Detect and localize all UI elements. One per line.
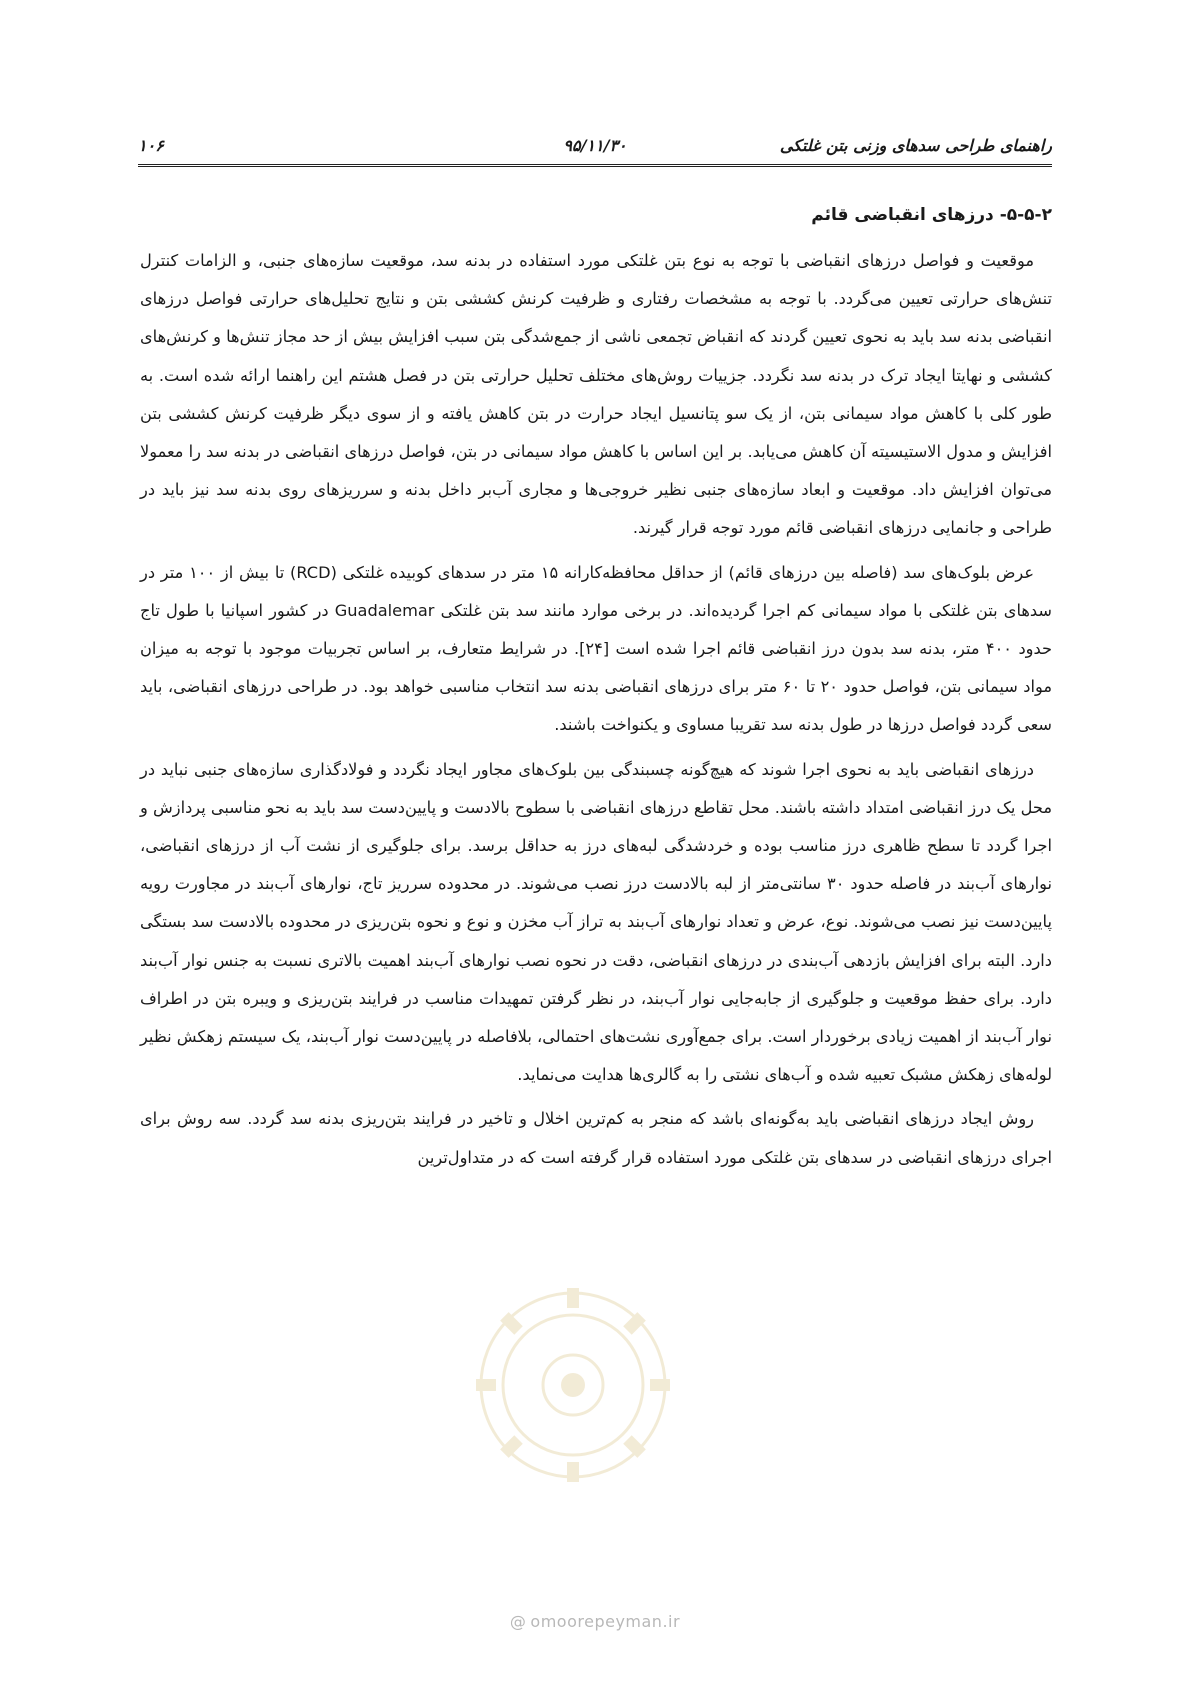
paragraph: موقعیت و فواصل درزهای انقباضی با توجه به نوع بتن غلتکی مورد استفاده در بدنه سد، موقعیت سازه‌های جنبی، و الزامات کنترل تنش‌های حرارتی تعیین می‌گردد. با توجه به مشخصات رفتاری و ظرفیت کرنش کششی بتن و نتایج تحلیل‌های حرارتی فواصل درزهای انقباضی بدنه سد باید به نحوی تعیین گردند که انقباض تجمعی ناشی از جمع‌شدگی بتن سبب افزایش بیش از حد مجاز تنش‌ها و کرنش‌های کششی و نهایتا ایجاد ترک در بدنه سد نگردد. جزییات روش‌های مختلف تحلیل حرارتی بتن در فصل هشتم این راهنما ارائه شده است. به طور کلی با کاهش مواد سیمانی بتن، از یک سو پتانسیل ایجاد حرارت در بتن کاهش یافته و از سوی دیگر ظرفیت کرنش کششی بتن افزایش و مدول الاستیسیته آن کاهش می‌یابد. بر این اساس با کاهش مواد سیمانی در بتن، فواصل درزهای انقباضی در بدنه سد را معمولا می‌توان افزایش داد. موقعیت و ابعاد سازه‌های جنبی نظیر خروجی‌ها و مجاری آب‌بر داخل بدنه و سرریزهای روی بدنه سد نیز باید در طراحی و جانمایی درزهای انقباضی قائم مورد توجه قرار گیرند. [140,251,1052,538]
paragraph: درزهای انقباضی باید به نحوی اجرا شوند که هیچ‌گونه چسبندگی بین بلوک‌های مجاور ایجاد نگردد و فولادگذاری سازه‌های جنبی نباید در محل یک درز انقباضی امتداد داشته باشند. محل تقاطع درزهای انقباضی با سطوح بالادست و پایین‌دست سد باید به نحو مناسبی پردازش و اجرا گردد تا سطح ظاهری درز مناسب بوده و خردشدگی لبه‌های درز به حداقل برسد. برای جلوگیری از نشت آب از درزهای انقباضی، نوارهای آب‌بند در فاصله حدود ۳۰ سانتی‌متر از لبه بالادست درز نصب می‌شوند. در محدوده سرریز تاج، نوارهای آب‌بند در مجاورت رویه پایین‌دست نیز نصب می‌شوند. نوع، عرض و تعداد نوارهای آب‌بند به تراز آب مخزن و نوع و نحوه بتن‌ریزی در محدوده بالادست سد بستگی دارد. البته برای افزایش بازدهی آب‌بندی در درزهای انقباضی، دقت در نحوه نصب نوارهای آب‌بند اهمیت بالاتری نسبت به جنس نوار آب‌بند دارد. برای حفظ موقعیت و جلوگیری از جابه‌جایی نوار آب‌بند، در نظر گرفتن تمهیدات مناسب در فرایند بتن‌ریزی و ویبره بتن در اطراف نوار آب‌بند از اهمیت زیادی برخوردار است. برای جمع‌آوری نشت‌های احتمالی، بلافاصله در پایین‌دست نوار آب‌بند، یک سیستم زهکش نظیر لوله‌های زهکش مشبک تعبیه شده و آب‌های نشتی را به گالری‌ها هدایت می‌نماید. [140,759,1052,1085]
book-title: راهنمای طراحی سدهای وزنی بتن غلتکی [779,136,1052,155]
at-icon: @ [509,1612,527,1631]
gear-seal-icon [468,1280,678,1490]
footer-watermark-url [0,1612,1190,1631]
website-label: omoorepeyman.ir [530,1612,681,1631]
header-divider [138,164,1052,167]
page-number: ۱۰۶ [138,136,164,155]
running-header [138,128,1052,164]
paragraph: عرض بلوک‌های سد (فاصله بین درزهای قائم) از حداقل محافظه‌کارانه ۱۵ متر در سدهای کوبیده غلتکی (RCD) تا بیش از ۱۰۰ متر در سدهای بتن غلتکی با مواد سیمانی کم اجرا گردیده‌اند. در برخی موارد مانند سد بتن غلتکی Guadalemar در کشور اسپانیا با طول تاج حدود ۴۰۰ متر، بدنه سد بدون درز انقباضی قائم اجرا شده است [۲۴]. در شرایط متعارف، بر اساس تجربیات موجود با توجه به میزان مواد سیمانی بتن، فواصل حدود ۲۰ تا ۶۰ متر برای درزهای انقباضی بدنه سد انتخاب مناسبی خواهد بود. در طراحی درزهای انقباضی، باید سعی گردد فواصل درزها در طول بدنه سد تقریبا مساوی و یکنواخت باشند. [140,562,1052,735]
document-date: ۹۵/۱۱/۳۰ [563,136,627,155]
paragraph: روش ایجاد درزهای انقباضی باید به‌گونه‌ای باشد که منجر به کم‌ترین اخلال و تاخیر در فرایند بتن‌ریزی بدنه سد گردد. سه روش برای اجرای درزهای انقباضی در سدهای بتن غلتکی مورد استفاده قرار گرفته است که در متداول‌ترین [140,1109,1052,1167]
section-heading: ۵-۵-۲- درزهای انقباضی قائم [811,205,1052,225]
main-content [140,200,1052,1183]
